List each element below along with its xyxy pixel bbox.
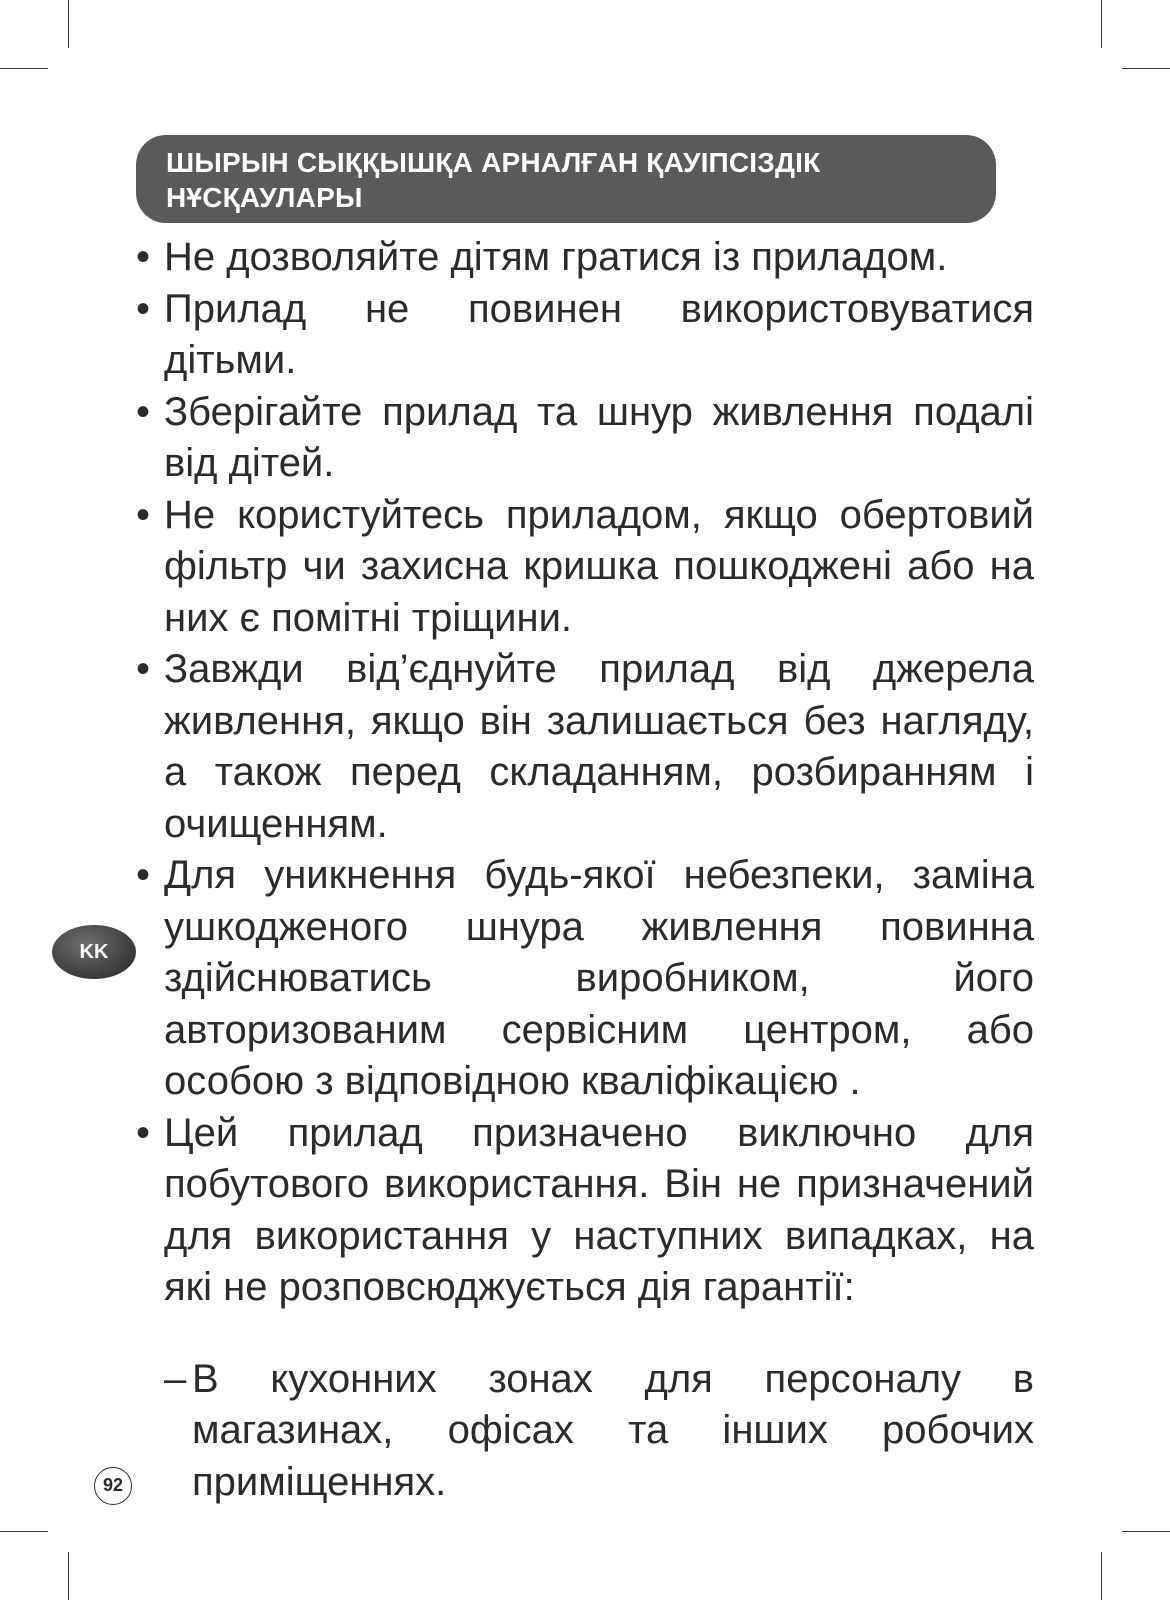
list-item-text: Для уникнення будь-якої небезпеки, заміна ушкодженого шнура живлення повинна здійснюватись виробником, його авторизованим сервісним центром, або особою з відповідною кваліфікацією . (164, 853, 1034, 1103)
bullet-icon: • (136, 286, 151, 331)
list-item (134, 490, 1034, 645)
section-title: ШЫРЫН СЫҚҚЫШҚА АРНАЛҒАН ҚАУІПСІЗДІК НҰСҚАУЛАРЫ (166, 147, 821, 213)
dash-icon: – (164, 1356, 187, 1401)
list-item (134, 1108, 1034, 1314)
language-badge: KK (52, 925, 136, 979)
crop-mark-bottom-left-vertical (68, 1552, 69, 1600)
list-item (134, 850, 1034, 1108)
list-item (134, 232, 1034, 284)
list-item-text: Завжди від’єднуйте прилад від джерела живлення, якщо він залишається без нагляду, а також перед складанням, розбиранням і очищенням. (164, 647, 1034, 846)
section-header-banner (136, 135, 996, 223)
list-item-text: Не дозволяйте дітям гратися із приладом. (164, 235, 948, 279)
crop-mark-top-left-horizontal (0, 68, 48, 69)
list-item-text: Не користуйтесь приладом, якщо обертовий фільтр чи захисна кришка пошкоджені або на них є помітні тріщини. (164, 492, 1034, 640)
bullet-icon: • (136, 389, 151, 434)
bullet-icon: • (136, 492, 151, 537)
list-item (134, 387, 1034, 490)
safety-instructions-list (134, 232, 1034, 1548)
bullet-icon: • (136, 853, 151, 897)
crop-mark-top-right-horizontal (1122, 68, 1170, 69)
crop-mark-top-right-vertical (1101, 0, 1102, 48)
sub-list-item-text: В кухонних зонах для персоналу в магазинах, офісах та інших робочих приміщеннях. (192, 1356, 1034, 1504)
bullet-icon: • (136, 235, 151, 279)
list-item-text: Зберігайте прилад та шнур живлення подалі від дітей. (164, 389, 1034, 485)
page-number: 92 (94, 1467, 132, 1505)
bullet-icon: • (136, 1110, 151, 1155)
crop-mark-bottom-right-horizontal (1122, 1531, 1170, 1532)
list-item (134, 284, 1034, 387)
crop-mark-bottom-right-vertical (1101, 1552, 1102, 1600)
sub-list-item (164, 1354, 1034, 1509)
crop-mark-top-left-vertical (68, 0, 69, 48)
list-item (134, 644, 1034, 850)
bullet-icon: • (136, 647, 151, 691)
crop-mark-bottom-left-horizontal (0, 1531, 48, 1532)
list-item-text: Цей прилад призначено виключно для побутового використання. Він не призначений для використання у наступних випадках, на які не розповсюджується дія гарантії: (164, 1110, 1034, 1309)
list-item-text: Прилад не повинен використовуватися дітьми. (164, 286, 1034, 382)
